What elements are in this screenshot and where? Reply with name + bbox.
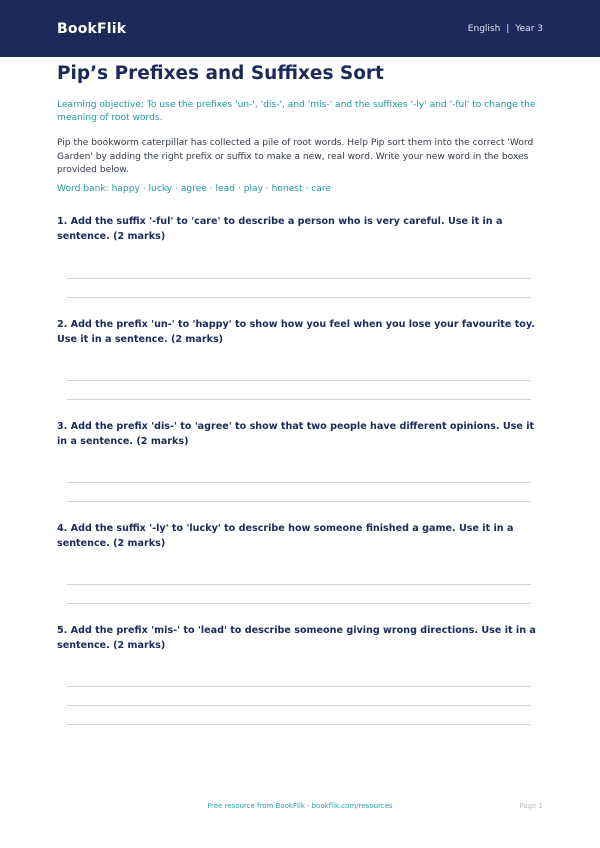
footer-credit-link[interactable]: Free resource from BookFlik · bookflik.com/resources	[207, 802, 393, 810]
answer-line-2a[interactable]	[67, 380, 531, 381]
header-separator: |	[506, 23, 510, 34]
question-3: 3. Add the prefix 'dis-' to 'agree' to show that two people have different opinions. Use it in a sentence. (2 marks)	[57, 421, 535, 447]
page-header	[0, 0, 600, 57]
intro-text: Pip the bookworm caterpillar has collected a pile of root words. Help Pip sort them into the correct 'Word Garden' by adding the right prefix or suffix to make a new, real word. Write your new word in the boxes provided below.	[57, 138, 534, 175]
answer-line-5a[interactable]	[67, 686, 531, 687]
subject-label: English	[467, 23, 501, 34]
answer-line-4b[interactable]	[67, 603, 531, 604]
answer-line-4a[interactable]	[67, 584, 531, 585]
question-1: 1. Add the suffix '-ful' to 'care' to describe a person who is very careful. Use it in a sentence. (2 marks)	[57, 216, 503, 242]
page-footer	[0, 802, 600, 814]
page-number: Page 1	[519, 802, 543, 810]
answer-line-2b[interactable]	[67, 399, 531, 400]
question-4: 4. Add the suffix '-ly' to 'lucky' to describe how someone finished a game. Use it in a sentence. (2 marks)	[57, 523, 514, 549]
word-bank: Word bank: happy · lucky · agree · lead · play · honest · care	[57, 184, 331, 194]
page-title: Pip’s Prefixes and Suffixes Sort	[57, 63, 384, 84]
answer-line-3a[interactable]	[67, 482, 531, 483]
learning-objective: Learning objective: To use the prefixes 'un-', 'dis-', and 'mis-' and the suffixes '-ly' and '-ful' to change the meaning of root words.	[57, 100, 536, 123]
answer-line-5b[interactable]	[67, 705, 531, 706]
answer-line-3b[interactable]	[67, 501, 531, 502]
header-meta	[468, 24, 543, 34]
year-label: Year 3	[515, 23, 543, 34]
answer-line-5c[interactable]	[67, 724, 531, 725]
question-5: 5. Add the prefix 'mis-' to 'lead' to describe someone giving wrong directions. Use it in a sentence. (2 marks)	[57, 625, 536, 651]
answer-line-1b[interactable]	[67, 297, 531, 298]
brand-logo: BookFlik	[57, 20, 127, 37]
answer-line-1a[interactable]	[67, 278, 531, 279]
question-2: 2. Add the prefix 'un-' to 'happy' to show how you feel when you lose your favourite toy. Use it in a sentence. (2 marks)	[57, 319, 535, 345]
